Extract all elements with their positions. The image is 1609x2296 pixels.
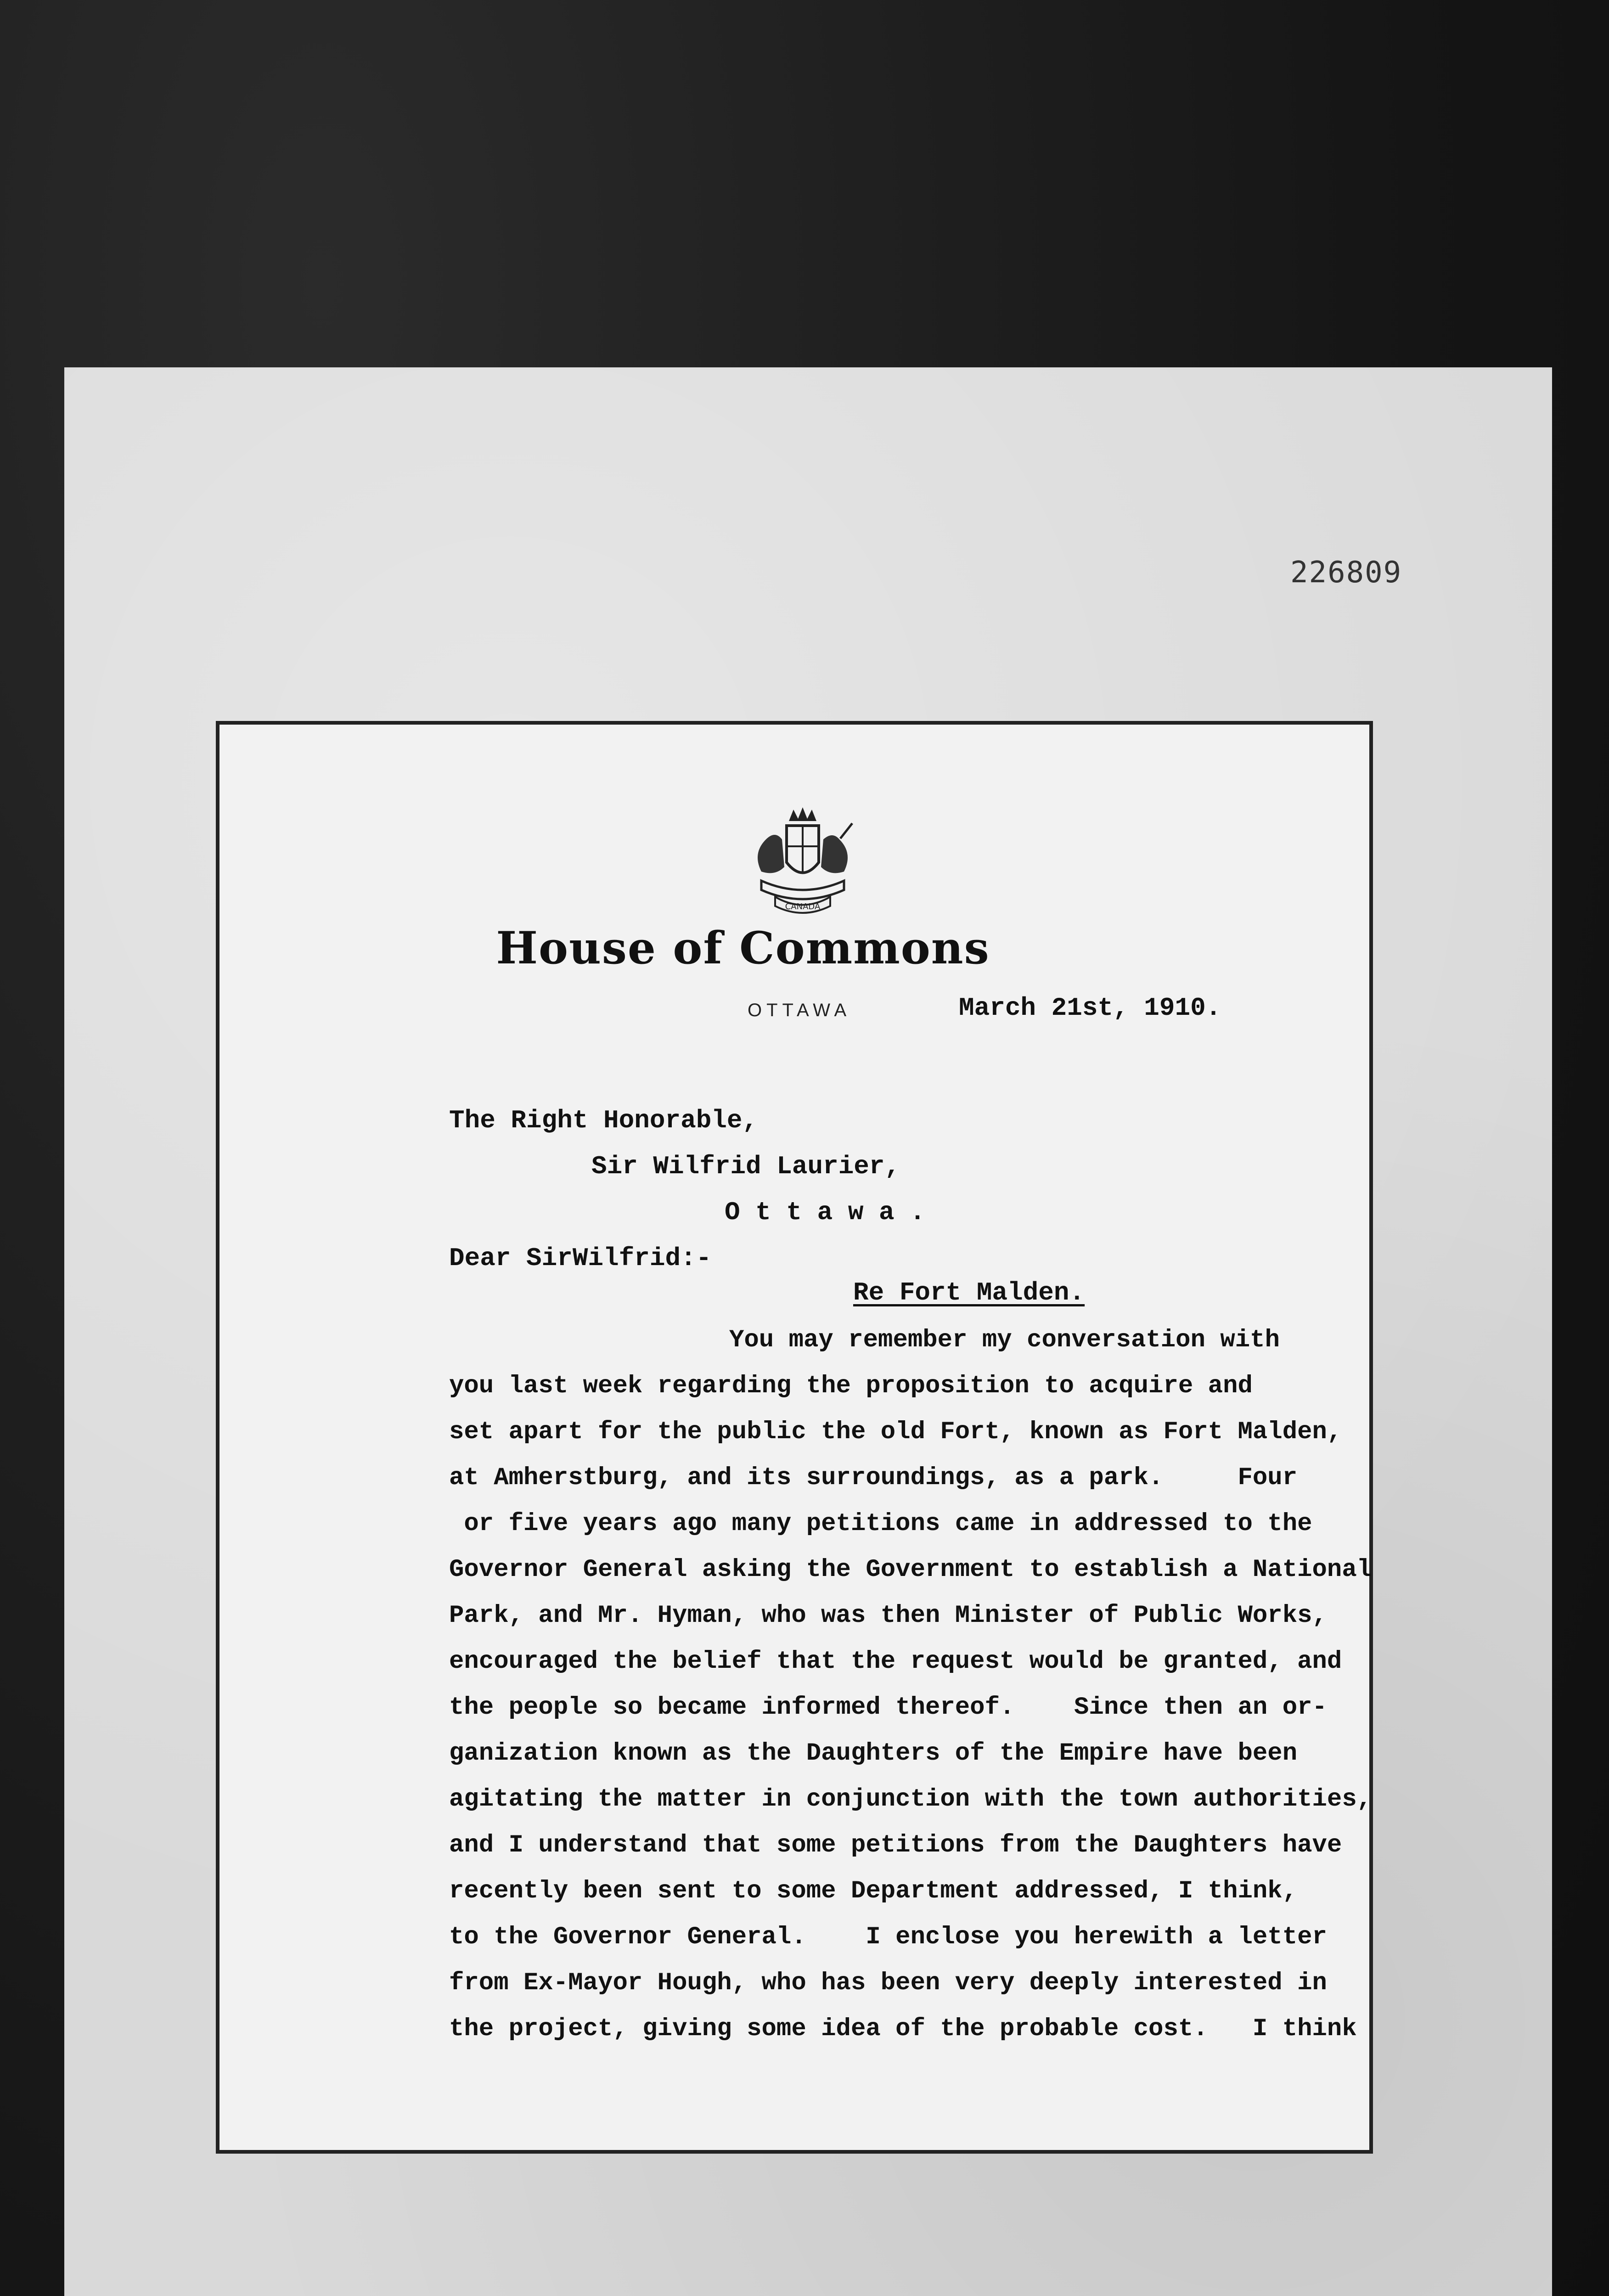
subject-line: Re Fort Malden. [853,1278,1085,1307]
body-line: the people so became informed thereof. Since then an or- [449,1694,1327,1722]
salutation: Dear SirWilfrid:- [449,1244,712,1273]
address-line-3: O t t a w a . [725,1198,925,1227]
body-line: or five years ago many petitions came in addressed to the [449,1510,1312,1538]
document-number: 226809 [1290,556,1402,590]
body-line: from Ex-Mayor Hough, who has been very deeply interested in [449,1969,1327,1997]
body-line: set apart for the public the old Fort, known as Fort Malden, [449,1418,1342,1446]
body-line: Governor General asking the Government to establish a National [449,1556,1372,1584]
body-line: at Amherstburg, and its surroundings, as a park. Four [449,1464,1298,1492]
body-line: recently been sent to some Department addressed, I think, [449,1877,1298,1905]
coat-of-arms-icon [734,803,872,917]
letter-page [216,721,1373,2154]
body-line: You may remember my conversation with [729,1326,1280,1354]
body-line: agitating the matter in conjunction with the town authorities, [449,1785,1372,1813]
body-line: and I understand that some petitions from the Daughters have [449,1831,1342,1859]
body-line: encouraged the belief that the request would be granted, and [449,1648,1342,1676]
body-line: you last week regarding the proposition to acquire and [449,1372,1253,1400]
body-line: Park, and Mr. Hyman, who was then Minister of Public Works, [449,1602,1327,1630]
crest-label: CANADA [785,902,821,912]
address-line-2: Sir Wilfrid Laurier, [591,1152,900,1181]
letter-date: March 21st, 1910. [959,993,1221,1023]
body-line: to the Governor General. I enclose you herewith a letter [449,1923,1327,1951]
body-line: ganization known as the Daughters of the Empire have been [449,1739,1298,1767]
body-line: the project, giving some idea of the probable cost. I think [449,2015,1357,2043]
address-line-1: The Right Honorable, [449,1106,758,1135]
letterhead-title: House of Commons [496,922,990,974]
letterhead-city: OTTAWA [748,1000,851,1020]
